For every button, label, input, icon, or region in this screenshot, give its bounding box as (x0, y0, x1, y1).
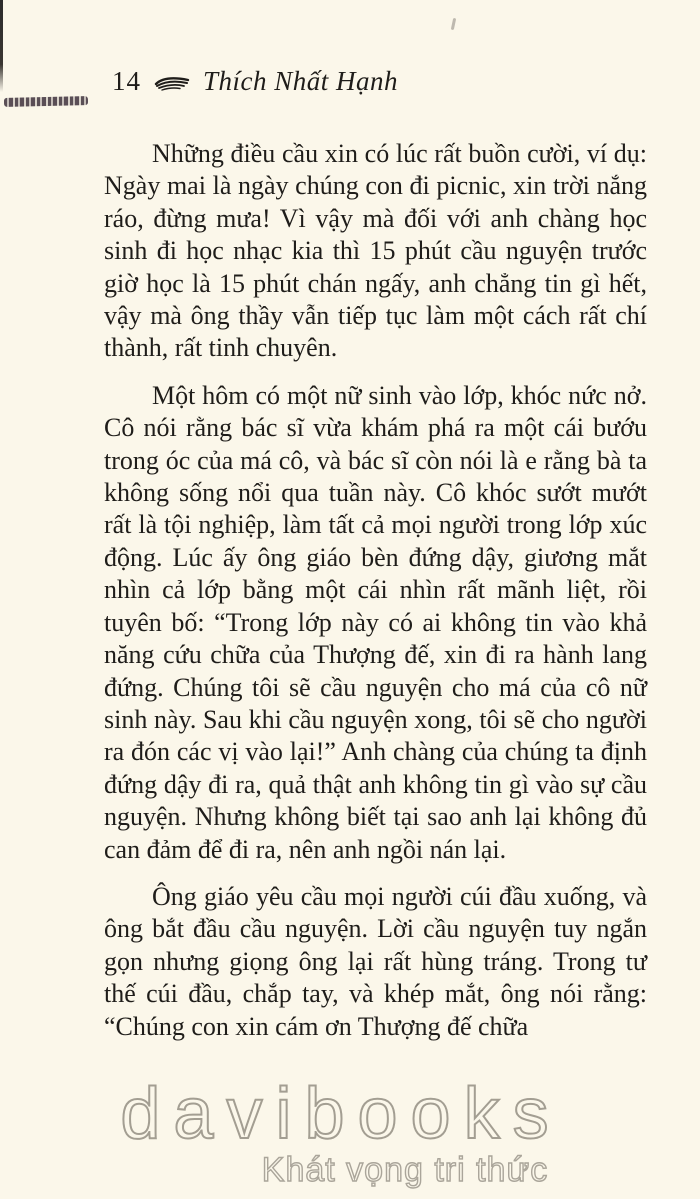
paragraph-2: Một hôm có một nữ sinh vào lớp, khóc nức nở. Cô nói rằng bác sĩ vừa khám phá ra một cái bướu trong óc của má cô, và bác sĩ còn nói là e rằng bà ta không sống nổi qua tuần này. Cô khóc sướt mướt rất là tội nghiệp, làm tất cả mọi người trong lớp xúc động. Lúc ấy ông giáo bèn đứng dậy, giương mắt nhìn cả lớp bằng một cái nhìn rất mãnh liệt, rồi tuyên bố: “Trong lớp này có ai không tin vào khả năng cứu chữa của Thượng đế, xin đi ra hành lang đứng. Chúng tôi sẽ cầu nguyện cho má của cô nữ sinh này. Sau khi cầu nguyện xong, tôi sẽ cho người ra đón các vị vào lại!” Anh chàng của chúng ta định đứng dậy đi ra, quả thật anh không tin gì vào sự cầu nguyện. Nhưng không biết tại sao anh lại không đủ can đảm để đi ra, nên anh ngồi nán lại. (104, 380, 647, 864)
leaf-ornament-icon (153, 75, 191, 93)
watermark-brand: davibooks (120, 1074, 562, 1154)
paragraph-3: Ông giáo yêu cầu mọi người cúi đầu xuống, và ông bắt đầu cầu nguyện. Lời cầu nguyện tuy ngắn gọn nhưng giọng ông lại rất hùng tráng. Trong tư thế cúi đầu, chắp tay, và khép mắt, ông nói rằng: “Chúng con xin cám ơn Thượng đế chữa (104, 881, 647, 1041)
page-body (104, 138, 647, 1058)
running-header-author: Thích Nhất Hạnh (203, 66, 399, 96)
page-number: 14 (112, 66, 141, 96)
page-header (112, 66, 398, 97)
scan-smudge-artifact (4, 96, 88, 107)
scan-speck-artifact (451, 18, 456, 30)
watermark (0, 1074, 700, 1189)
paragraph-1: Những điều cầu xin có lúc rất buồn cười, ví dụ: Ngày mai là ngày chúng con đi picnic, xin trời nắng ráo, đừng mưa! Vì vậy mà đối với anh chàng học sinh đi học nhạc kia thì 15 phút cầu nguyện trước giờ học là 15 phút chán ngấy, anh chẳng tin gì hết, vậy mà ông thầy vẫn tiếp tục làm một cách rất chí thành, rất tinh chuyên. (104, 139, 647, 363)
scan-edge-artifact (0, 0, 3, 92)
watermark-tagline: Khát vọng tri thức (261, 1151, 549, 1189)
